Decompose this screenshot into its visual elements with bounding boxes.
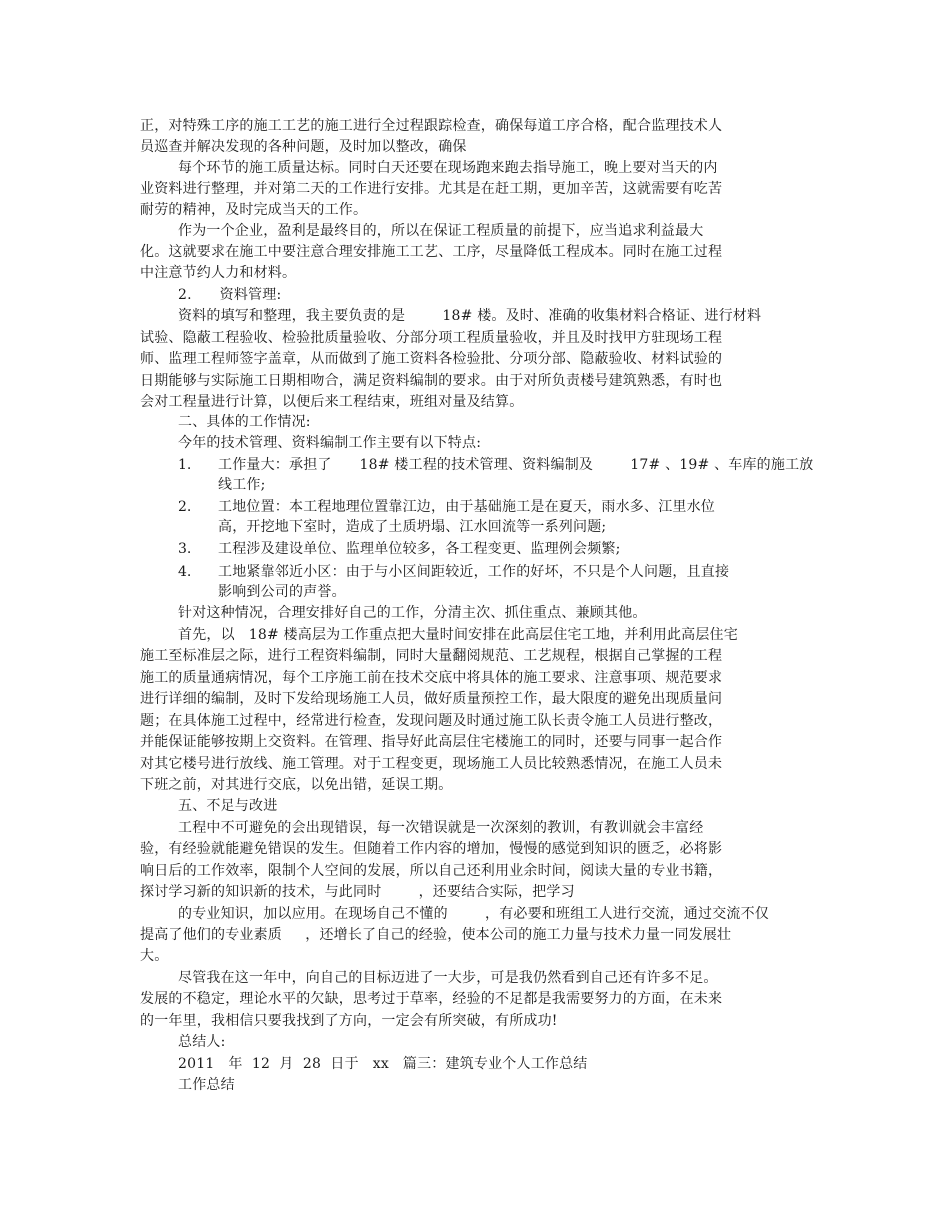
text-line: 工程中不可避免的会出现错误，每一次错误就是一次深刻的教训，有教训就会丰富经 xyxy=(178,820,704,836)
text-line: 2011 年 12 月 28 日于 xx 篇三：建筑专业个人工作总结 xyxy=(178,1056,588,1072)
text-line: 进行详细的编制，及时下发给现场施工人员，做好质量预控工作，最大限度的避免出现质量问 xyxy=(140,691,723,707)
text-line: 中注意节约人力和材料。 xyxy=(140,265,297,281)
text-line: 师、监理工程师签字盖章，从而做到了施工资料各检验批、分项分部、隐蔽验收、材料试验的 xyxy=(140,351,723,367)
text-line: 化。这就要求在施工中要注意合理安排施工工艺、工序，尽量降低工程成本。同时在施工过程 xyxy=(140,244,723,260)
text-line: 响日后的工作效率，限制个人空间的发展，所以自己还利用业余时间，阅读大量的专业书籍， xyxy=(140,863,723,879)
text-line: 下班之前，对其进行交底，以免出错，延误工期。 xyxy=(140,777,453,793)
text-line: 并能保证能够按期上交资料。在管理、指导好此高层住宅楼施工的同时，还要与同事一起合作 xyxy=(140,734,723,750)
text-line: 的一年里，我相信只要我找到了方向，一定会有所突破，有所成功! xyxy=(140,1013,558,1029)
text-line: 作为一个企业，盈利是最终目的，所以在保证工程质量的前提下，应当追求利益最大 xyxy=(178,223,704,239)
text-line: 尽管我在这一年中，向自己的目标迈进了一大步，可是我仍然看到自己还有许多不足。 xyxy=(178,970,718,986)
section-heading: 五、不足与改进 xyxy=(178,798,278,814)
list-item-text: 工程涉及建设单位、监理单位较多，各工程变更、监理例会频繁; xyxy=(218,541,621,557)
section-heading: 工作总结 xyxy=(178,1077,235,1093)
list-item-text: 工地紧靠邻近小区：由于与小区间距较近，工作的好坏，不只是个人问题，且直接 xyxy=(218,564,730,580)
text-line: 员巡查并解决发现的各种问题，及时加以整改，确保 xyxy=(140,139,467,155)
text-line: 首先，以 18# 楼高层为工作重点把大量时间安排在此高层住宅工地，并利用此高层住宅 xyxy=(178,627,738,643)
text-line: 每个环节的施工质量达标。同时白天还要在现场跑来跑去指导施工，晚上要对当天的内 xyxy=(178,160,718,176)
list-number: 1. xyxy=(178,457,192,473)
list-item-text: 高，开挖地下室时，造成了土质坍塌、江水回流等一系列问题; xyxy=(218,519,607,535)
text-line: 针对这种情况，合理安排好自己的工作，分清主次、抓住重点、兼顾其他。 xyxy=(178,605,647,621)
text-line: 会对工程量进行计算，以便后来工程结束，班组对量及结算。 xyxy=(140,394,524,410)
text-line: 大。 xyxy=(140,948,169,964)
text-line: 题；在具体施工过程中，经常进行检查，发现问题及时通过施工队长责令施工人员进行整改， xyxy=(140,713,723,729)
text-line: 发展的不稳定，理论水平的欠缺，思考过于草率，经验的不足都是我需要努力的方面，在未来 xyxy=(140,991,723,1007)
text-line: 施工的质量通病情况，每个工序施工前在技术交底中将具体的施工要求、注意事项、规范要求 xyxy=(140,670,723,686)
section-heading: 二、具体的工作情况: xyxy=(178,414,311,430)
text-line: 日期能够与实际施工日期相吻合，满足资料编制的要求。由于对所负责楼号建筑熟悉，有时也 xyxy=(140,373,723,389)
text-line: 耐劳的精神，及时完成当天的工作。 xyxy=(140,202,368,218)
list-number: 2. xyxy=(178,499,192,515)
text-line: 业资料进行整理，并对第二天的工作进行安排。尤其是在赶工期，更加辛苦，这就需要有吃苦 xyxy=(140,181,723,197)
list-number: 3. xyxy=(178,541,192,557)
text-line: 的专业知识，加以应用。在现场自己不懂的 ，有必要和班组工人进行交流，通过交流不仅 xyxy=(178,906,769,922)
list-item-text: 工作量大：承担了 18# 楼工程的技术管理、资料编制及 17# 、19# 、车库的施工放 xyxy=(218,457,814,473)
section-heading: 2. 资料管理: xyxy=(178,287,282,303)
text-line: 今年的技术管理、资料编制工作主要有以下特点: xyxy=(178,435,482,451)
text-line: 验，有经验就能避免错误的发生。但随着工作内容的增加，慢慢的感觉到知识的匮乏，必将影 xyxy=(140,841,723,857)
text-line: 施工至标准层之际，进行工程资料编制，同时大量翻阅规范、工艺规程，根据自己掌握的工程 xyxy=(140,648,723,664)
text-line: 提高了他们的专业素质 ，还增长了自己的经验，使本公司的施工力量与技术力量一同发展壮 xyxy=(140,927,732,943)
list-item-text: 影响到公司的声誉。 xyxy=(218,584,346,600)
text-line: 探讨学习新的知识新的技术，与此同时 ，还要结合实际，把学习 xyxy=(140,884,575,900)
text-line: 资料的填写和整理，我主要负责的是 18# 楼。及时、准确的收集材料合格证、进行材料 xyxy=(178,308,762,324)
list-item-text: 线工作; xyxy=(218,477,266,493)
text-line: 试验、隐蔽工程验收、检验批质量验收、分部分项工程质量验收，并且及时找甲方驻现场工程 xyxy=(140,330,723,346)
text-line: 正，对特殊工序的施工工艺的施工进行全过程跟踪检查，确保每道工序合格，配合监理技术人 xyxy=(140,118,723,134)
list-number: 4. xyxy=(178,564,192,580)
text-line: 对其它楼号进行放线、施工管理。对于工程变更，现场施工人员比较熟悉情况，在施工人员未 xyxy=(140,756,723,772)
list-item-text: 工地位置：本工程地理位置靠江边，由于基础施工是在夏天，雨水多、江里水位 xyxy=(218,499,715,515)
text-line: 总结人: xyxy=(178,1034,226,1050)
